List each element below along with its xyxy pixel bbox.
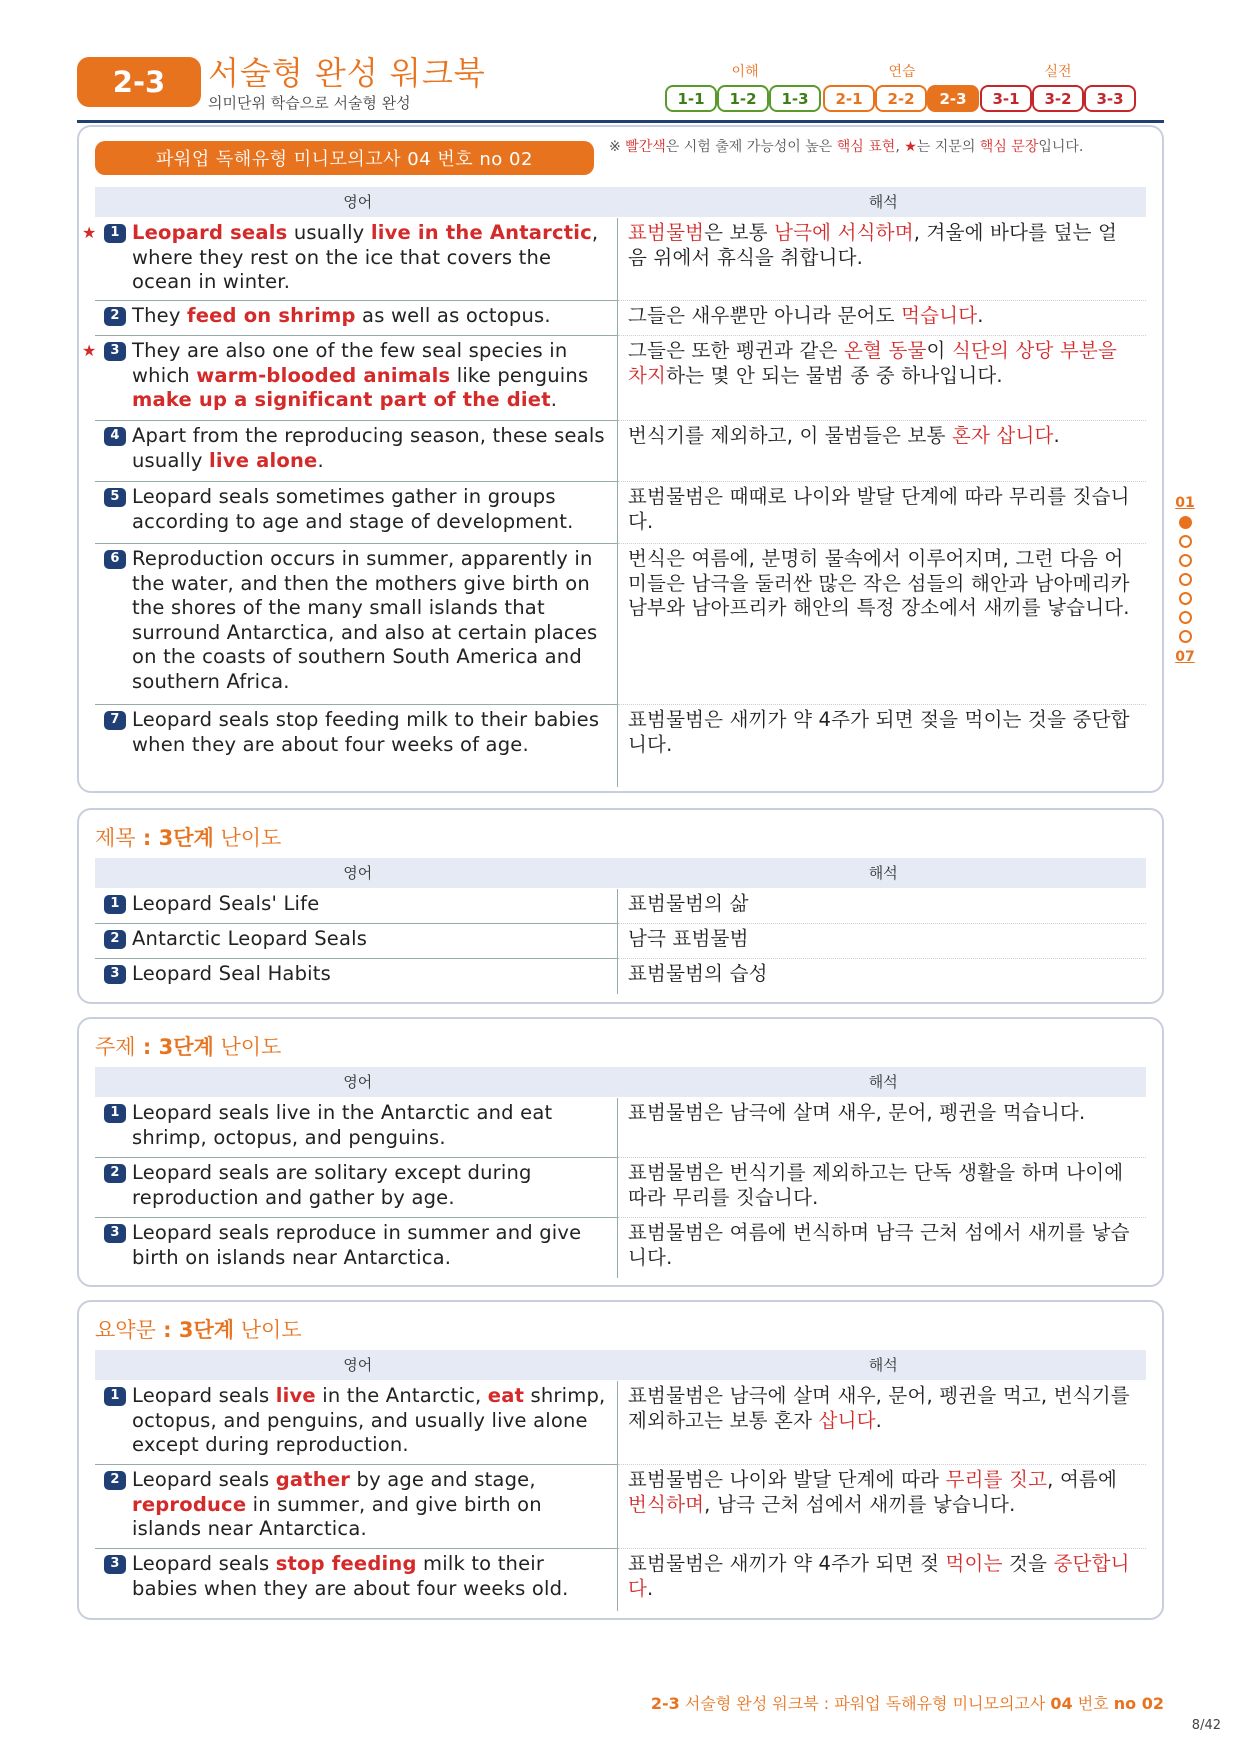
- unit-badge: 2-3: [77, 57, 201, 107]
- korean-cell: 표범물범의 삶: [618, 889, 1146, 924]
- row-number-badge: 3: [104, 1555, 126, 1574]
- english-cell: 3 Leopard seals stop feeding milk to their babies when they are about four weeks old.: [95, 1549, 618, 1611]
- korean-cell: 번식기를 제외하고, 이 물범들은 보통 혼자 삽니다.: [618, 421, 1146, 482]
- table-row: [95, 705, 1146, 787]
- table-header: 영어 해석: [95, 1350, 1146, 1380]
- header-divider: [77, 120, 1164, 123]
- row-number-badge: 2: [104, 1164, 126, 1183]
- row-number-badge: 2: [104, 930, 126, 949]
- english-cell: 3 Leopard Seal Habits: [95, 959, 618, 994]
- footer: 2-3 서술형 완성 워크북 : 파워업 독해유형 미니모의고사 04 번호 no 02: [650, 1694, 1164, 1713]
- english-cell: 2 They feed on shrimp as well as octopus.: [95, 301, 618, 336]
- english-cell: 5 Leopard seals sometimes gather in groups according to age and stage of development.: [95, 482, 618, 544]
- row-number-badge: 3: [104, 1224, 126, 1243]
- row-number-badge: 6: [104, 550, 126, 569]
- korean-cell: 표범물범의 습성: [628, 962, 768, 985]
- english-cell: 1 Leopard Seals' Life: [95, 889, 618, 924]
- page-dot[interactable]: [1179, 630, 1192, 643]
- section-title: 요약문 : 3단계 난이도: [95, 1318, 302, 1342]
- passage-pill: 파워업 독해유형 미니모의고사 04 번호 no 02: [95, 141, 594, 175]
- table-row: [82, 336, 1146, 421]
- english-cell: 6 Reproduction occurs in summer, apparently in the water, and then the mothers give birth on the shores of the many small islands that surround Antarctica, and also at certain places on the coasts of southern South America and southern Africa.: [95, 544, 618, 705]
- row-number-badge: 1: [104, 895, 126, 914]
- korean-cell: 표범물범은 번식기를 제외하고는 단독 생활을 하며 나이에 따라 무리를 짓습니다.: [618, 1158, 1146, 1218]
- page-indicator: 01 07: [1175, 495, 1195, 665]
- step-group-label: 실전: [1044, 64, 1072, 80]
- english-cell: 2 Leopard seals are solitary except during reproduction and gather by age.: [95, 1158, 618, 1218]
- row-number-badge: 7: [104, 711, 126, 730]
- table-row: [95, 889, 1146, 924]
- english-cell: 4 Apart from the reproducing season, these seals usually live alone.: [95, 421, 618, 482]
- page-dot[interactable]: [1179, 535, 1192, 548]
- korean-cell: 표범물범은 여름에 번식하며 남극 근처 섬에서 새끼를 낳습니다.: [628, 1221, 1130, 1269]
- table-row: [95, 1465, 1146, 1549]
- table-row: [95, 482, 1146, 544]
- english-cell: 2 Antarctic Leopard Seals: [95, 924, 618, 959]
- row-number-badge: 3: [104, 965, 126, 984]
- korean-cell: 남극 표범물범: [618, 924, 1146, 959]
- page-dot[interactable]: [1179, 611, 1192, 624]
- table-row: [95, 1218, 1146, 1278]
- row-number-badge: 1: [104, 224, 126, 243]
- table-row: [95, 544, 1146, 705]
- step-tab-3-2[interactable]: 3-2: [1032, 85, 1084, 112]
- english-cell: 1 Leopard seals live in the Antarctic and eat shrimp, octopus, and penguins.: [95, 1098, 618, 1158]
- table-header: 영어 해석: [95, 187, 1146, 217]
- row-number-badge: 2: [104, 307, 126, 326]
- legend-note: ※ 빨간색은 시험 출제 가능성이 높은 핵심 표현, ★는 지문의 핵심 문장입니다.: [609, 139, 1084, 155]
- passage-card: [77, 125, 1164, 793]
- row-number-badge: 1: [104, 1387, 126, 1406]
- topic-card: [77, 1017, 1164, 1287]
- table-row: [82, 218, 1146, 301]
- table-row: [95, 1098, 1146, 1158]
- row-number-badge: 3: [104, 342, 126, 361]
- section-title: 제목 : 3단계 난이도: [95, 826, 282, 850]
- korean-cell: 번식은 여름에, 분명히 물속에서 이루어지며, 그런 다음 어미들은 남극을 둘러싼 많은 작은 섬들의 해안과 남아메리카 남부와 남아프리카 해안의 특정 장소에서 새끼를 낳습니다.: [618, 544, 1146, 705]
- english-cell: ★ 3 They are also one of the few seal species in which warm-blooded animals like penguins make up a significant part of the diet.: [95, 336, 618, 421]
- korean-cell: 표범물범은 새끼가 약 4주가 되면 젖을 먹이는 것을 중단합니다.: [628, 708, 1130, 756]
- key-sentence-star-icon: ★: [82, 341, 97, 360]
- korean-cell: 표범물범은 새끼가 약 4주가 되면 젖 먹이는 것을 중단합니다.: [628, 1552, 1130, 1600]
- step-tab-2-1[interactable]: 2-1: [823, 85, 875, 112]
- page-subtitle: 의미단위 학습으로 서술형 완성: [208, 94, 411, 112]
- row-number-badge: 2: [104, 1471, 126, 1490]
- english-cell: 1 Leopard seals live in the Antarctic, eat shrimp, octopus, and penguins, and usually live alone except during reproduction.: [95, 1381, 618, 1465]
- table-row: [95, 1381, 1146, 1465]
- title-card: [77, 808, 1164, 1004]
- step-tab-3-3[interactable]: 3-3: [1084, 85, 1136, 112]
- page-number: 8/42: [1191, 1718, 1221, 1733]
- step-group-label: 이해: [731, 64, 759, 80]
- table-row: [95, 1158, 1146, 1218]
- korean-cell: 그들은 또한 펭귄과 같은 온혈 동물이 식단의 상당 부분을 차지하는 몇 안 되는 물범 종 중 하나입니다.: [618, 336, 1146, 421]
- table-row: [95, 1549, 1146, 1611]
- korean-cell: 표범물범은 남극에 살며 새우, 문어, 펭귄을 먹고, 번식기를 제외하고는 보통 혼자 삽니다.: [618, 1381, 1146, 1465]
- table-row: [95, 924, 1146, 959]
- table-row: [95, 959, 1146, 994]
- page-dot[interactable]: [1179, 592, 1192, 605]
- step-group-label: 연습: [888, 64, 916, 80]
- page-dot[interactable]: [1179, 573, 1192, 586]
- table-header: 영어 해석: [95, 858, 1146, 888]
- table-header: 영어 해석: [95, 1067, 1146, 1097]
- korean-cell: 표범물범은 보통 남극에 서식하며, 겨울에 바다를 덮는 얼음 위에서 휴식을 취합니다.: [618, 218, 1146, 301]
- step-tab-2-3[interactable]: 2-3: [927, 85, 979, 112]
- korean-cell: 그들은 새우뿐만 아니라 문어도 먹습니다.: [618, 301, 1146, 336]
- row-number-badge: 4: [104, 427, 126, 446]
- table-row: [95, 301, 1146, 336]
- page-dot[interactable]: [1179, 554, 1192, 567]
- english-cell: ★ 1 Leopard seals usually live in the Antarctic, where they rest on the ice that covers the ocean in winter.: [95, 218, 618, 301]
- korean-cell: 표범물범은 때때로 나이와 발달 단계에 따라 무리를 짓습니다.: [618, 482, 1146, 544]
- table-row: [95, 421, 1146, 482]
- row-number-badge: 5: [104, 488, 126, 507]
- step-tab-2-2[interactable]: 2-2: [875, 85, 927, 112]
- page-dot[interactable]: [1179, 516, 1192, 529]
- english-cell: 7 Leopard seals stop feeding milk to their babies when they are about four weeks of age.: [95, 705, 618, 787]
- step-tab-1-1[interactable]: 1-1: [665, 85, 717, 112]
- step-tab-1-2[interactable]: 1-2: [717, 85, 769, 112]
- page-title: 서술형 완성 워크북: [208, 54, 486, 92]
- summary-card: [77, 1300, 1164, 1620]
- row-number-badge: 1: [104, 1104, 126, 1123]
- english-cell: 3 Leopard seals reproduce in summer and give birth on islands near Antarctica.: [95, 1218, 618, 1278]
- key-sentence-star-icon: ★: [82, 223, 97, 242]
- english-cell: 2 Leopard seals gather by age and stage, reproduce in summer, and give birth on islands near Antarctica.: [95, 1465, 618, 1549]
- section-title: 주제 : 3단계 난이도: [95, 1035, 282, 1059]
- step-tab-1-3[interactable]: 1-3: [769, 85, 821, 112]
- korean-cell: 표범물범은 남극에 살며 새우, 문어, 펭귄을 먹습니다.: [618, 1098, 1146, 1158]
- step-tab-3-1[interactable]: 3-1: [980, 85, 1032, 112]
- korean-cell: 표범물범은 나이와 발달 단계에 따라 무리를 짓고, 여름에 번식하며, 남극 근처 섬에서 새끼를 낳습니다.: [618, 1465, 1146, 1549]
